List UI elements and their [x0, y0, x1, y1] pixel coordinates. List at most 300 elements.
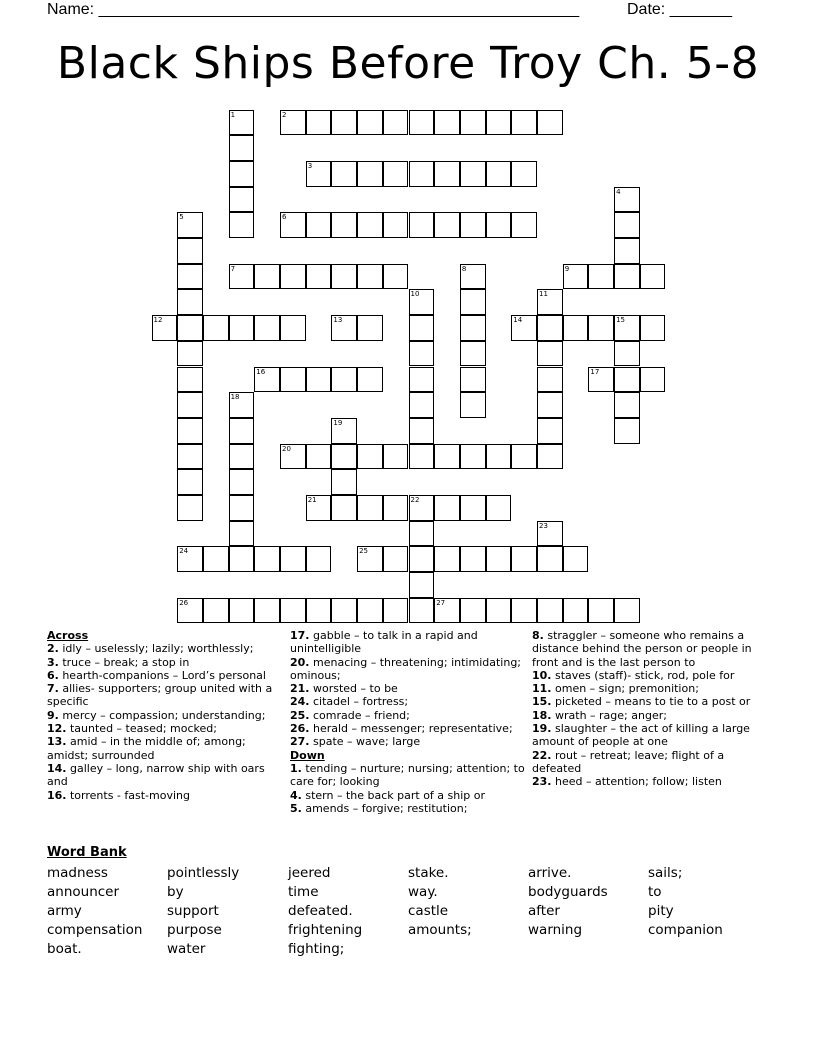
word-bank-word: pity	[648, 903, 674, 919]
clue-text: straggler – someone who remains a distance behind the person or people in front and is the last person to	[532, 629, 752, 669]
grid-cell[interactable]	[383, 212, 409, 238]
word-bank-word: madness	[47, 865, 108, 881]
grid-cell[interactable]	[460, 161, 486, 187]
grid-cell[interactable]	[640, 315, 666, 341]
clue-number: 19.	[532, 722, 552, 736]
grid-cell[interactable]	[460, 110, 486, 136]
grid-cell[interactable]	[229, 264, 255, 290]
clue-item	[532, 629, 772, 669]
grid-cell[interactable]	[331, 598, 357, 624]
grid-cell[interactable]	[486, 598, 512, 624]
grid-cell[interactable]	[229, 392, 255, 418]
word-bank	[47, 864, 767, 964]
grid-cell[interactable]	[357, 495, 383, 521]
grid-cell[interactable]	[460, 546, 486, 572]
clue-item	[532, 695, 772, 708]
clue-item	[290, 762, 526, 789]
grid-cell[interactable]	[434, 110, 460, 136]
grid-cell[interactable]	[177, 444, 203, 470]
grid-cell[interactable]	[306, 161, 332, 187]
grid-cell[interactable]	[434, 546, 460, 572]
word-bank-word: pointlessly	[167, 865, 240, 881]
clue-item	[47, 789, 282, 802]
grid-cell[interactable]	[537, 418, 563, 444]
word-bank-word: to	[648, 884, 662, 900]
clue-number: 10.	[532, 668, 552, 682]
clue-text: taunted – teased; mocked;	[66, 722, 217, 736]
grid-cell[interactable]	[537, 315, 563, 341]
word-bank-word: after	[528, 903, 560, 919]
grid-cell[interactable]	[229, 546, 255, 572]
grid-cell[interactable]	[229, 521, 255, 547]
clue-number: 15	[616, 316, 626, 325]
grid-cell[interactable]	[357, 598, 383, 624]
clue-number: 26.	[290, 722, 310, 736]
clue-number: 21	[307, 496, 317, 504]
grid-cell[interactable]	[486, 546, 512, 572]
clue-text: mercy – compassion; understanding;	[58, 708, 266, 722]
grid-cell[interactable]	[331, 444, 357, 470]
clue-item	[532, 749, 772, 776]
grid-cell[interactable]	[306, 495, 332, 521]
grid-cell[interactable]	[409, 418, 435, 444]
clue-text: amends – forgive; restitution;	[301, 801, 468, 815]
grid-cell[interactable]	[460, 212, 486, 238]
grid-cell[interactable]	[614, 315, 640, 341]
word-bank-word: water	[167, 941, 206, 957]
word-bank-word: frightening	[288, 922, 363, 938]
grid-cell[interactable]	[306, 212, 332, 238]
grid-cell[interactable]	[614, 238, 640, 264]
clue-number: 4	[616, 187, 621, 196]
clue-number: 25.	[290, 708, 310, 722]
grid-cell[interactable]	[588, 315, 614, 341]
clue-number: 9	[564, 264, 570, 273]
grid-cell[interactable]	[357, 315, 383, 341]
word-bank-word: announcer	[47, 884, 120, 900]
clue-number: 27	[436, 598, 446, 607]
grid-cell[interactable]	[460, 598, 486, 624]
clue-item	[290, 802, 526, 815]
clue-text: citadel – fortress;	[309, 695, 409, 709]
grid-cell[interactable]	[409, 341, 435, 367]
grid-cell[interactable]	[511, 598, 537, 624]
clue-number: 12.	[47, 722, 67, 736]
grid-cell[interactable]	[614, 341, 640, 367]
grid-cell[interactable]	[460, 392, 486, 418]
grid-cell[interactable]	[614, 264, 640, 290]
clues-column-middle	[290, 629, 526, 815]
grid-cell[interactable]	[537, 110, 563, 136]
grid-cell[interactable]	[280, 212, 306, 238]
date-label: Date: _______	[627, 1, 732, 18]
grid-cell[interactable]	[177, 418, 203, 444]
grid-cell[interactable]	[229, 469, 255, 495]
word-bank-word: warning	[528, 922, 583, 938]
clue-number: 11	[539, 290, 548, 299]
grid-cell[interactable]	[537, 289, 563, 315]
grid-cell[interactable]	[357, 161, 383, 187]
grid-cell[interactable]	[306, 110, 332, 136]
grid-cell[interactable]	[280, 367, 306, 393]
clue-item	[290, 722, 526, 735]
clue-item	[47, 709, 282, 722]
grid-cell[interactable]	[383, 546, 409, 572]
grid-cell[interactable]	[229, 598, 255, 624]
grid-cell[interactable]	[357, 264, 383, 290]
clue-text: herald – messenger; representative;	[309, 722, 513, 736]
grid-cell[interactable]	[460, 495, 486, 521]
grid-cell[interactable]	[203, 546, 229, 572]
clue-number: 23.	[532, 775, 552, 789]
grid-cell[interactable]	[177, 495, 203, 521]
clue-item	[532, 669, 772, 682]
clue-number: 11.	[532, 682, 552, 696]
word-bank-word: compensation	[47, 922, 143, 938]
word-bank-word: fighting;	[288, 941, 345, 957]
grid-cell[interactable]	[537, 367, 563, 393]
grid-cell[interactable]	[409, 598, 435, 624]
clue-number: 13	[333, 316, 343, 325]
word-bank-word: by	[167, 884, 184, 900]
clue-text: comrade – friend;	[309, 708, 410, 722]
clue-number: 9.	[47, 708, 59, 722]
clue-item	[290, 695, 526, 708]
grid-cell[interactable]	[409, 289, 435, 315]
grid-cell[interactable]	[383, 161, 409, 187]
grid-cell[interactable]	[331, 495, 357, 521]
grid-cell[interactable]	[409, 212, 435, 238]
grid-cell[interactable]	[306, 367, 332, 393]
clue-number: 22	[410, 496, 420, 504]
word-bank-word: jeered	[288, 865, 331, 881]
grid-cell[interactable]	[203, 315, 229, 341]
grid-cell[interactable]	[229, 135, 255, 161]
clue-item	[290, 789, 526, 802]
clue-number: 21.	[290, 682, 310, 696]
grid-cell[interactable]	[537, 341, 563, 367]
clue-number: 22.	[532, 748, 552, 762]
grid-cell[interactable]	[177, 238, 203, 264]
grid-cell[interactable]	[434, 161, 460, 187]
clue-item	[47, 735, 282, 762]
grid-cell[interactable]	[409, 367, 435, 393]
grid-cell[interactable]	[331, 367, 357, 393]
grid-cell[interactable]	[460, 444, 486, 470]
grid-cell[interactable]	[511, 110, 537, 136]
clue-number: 8.	[532, 629, 544, 642]
clue-number: 25	[359, 547, 369, 556]
grid-cell[interactable]	[537, 521, 563, 547]
grid-cell[interactable]	[177, 367, 203, 393]
grid-cell[interactable]	[177, 289, 203, 315]
clue-text: galley – long, narrow ship with oars and	[47, 761, 265, 789]
grid-cell[interactable]	[280, 110, 306, 136]
grid-cell[interactable]	[460, 289, 486, 315]
word-bank-word: purpose	[167, 922, 222, 938]
grid-cell[interactable]	[537, 546, 563, 572]
grid-cell[interactable]	[383, 444, 409, 470]
grid-cell[interactable]	[614, 392, 640, 418]
grid-cell[interactable]	[357, 367, 383, 393]
grid-cell[interactable]	[409, 110, 435, 136]
grid-cell[interactable]	[486, 444, 512, 470]
grid-cell[interactable]	[306, 598, 332, 624]
clue-number: 13.	[47, 735, 67, 749]
clue-number: 27.	[290, 735, 310, 749]
grid-cell[interactable]	[640, 264, 666, 290]
grid-cell[interactable]	[486, 212, 512, 238]
clue-number: 19	[333, 418, 343, 427]
grid-cell[interactable]	[434, 444, 460, 470]
clue-text: amid – in the middle of; among; amidst; surrounded	[47, 735, 246, 762]
clue-item	[47, 682, 282, 709]
grid-cell[interactable]	[357, 444, 383, 470]
clue-number: 17	[590, 367, 600, 376]
clue-text: staves (staff)- stick, rod, pole for	[551, 668, 735, 682]
clue-number: 24	[179, 547, 189, 556]
clue-item	[532, 722, 772, 749]
clue-item	[290, 682, 526, 695]
clue-number: 6.	[47, 668, 59, 682]
clue-text: heed – attention; follow; listen	[551, 775, 722, 789]
word-bank-word: support	[167, 903, 219, 919]
grid-cell[interactable]	[409, 495, 435, 521]
grid-cell[interactable]	[331, 212, 357, 238]
clue-number: 3	[307, 161, 313, 170]
grid-cell[interactable]	[614, 418, 640, 444]
clue-item	[47, 762, 282, 789]
grid-cell[interactable]	[640, 367, 666, 393]
clue-number: 14.	[47, 761, 67, 775]
word-bank-word: arrive.	[528, 865, 572, 881]
grid-cell[interactable]	[306, 444, 332, 470]
clue-number: 7	[230, 264, 236, 273]
grid-cell[interactable]	[177, 341, 203, 367]
grid-cell[interactable]	[588, 598, 614, 624]
grid-cell[interactable]	[229, 212, 255, 238]
clue-number: 6	[282, 213, 287, 222]
grid-cell[interactable]	[331, 161, 357, 187]
clue-text: rout – retreat; leave; flight of a defeated	[532, 748, 725, 775]
across-clue-list	[290, 629, 526, 749]
grid-cell[interactable]	[486, 161, 512, 187]
grid-cell[interactable]	[229, 315, 255, 341]
grid-cell[interactable]	[177, 392, 203, 418]
clue-number: 26	[179, 598, 189, 607]
clue-number: 5.	[290, 801, 302, 815]
word-bank-word: companion	[648, 922, 723, 938]
grid-cell[interactable]	[177, 264, 203, 290]
grid-cell[interactable]	[280, 315, 306, 341]
grid-cell[interactable]	[537, 598, 563, 624]
clue-number: 18.	[532, 708, 552, 722]
clue-item	[47, 669, 282, 682]
clue-number: 8	[461, 264, 467, 273]
grid-cell[interactable]	[511, 444, 537, 470]
clue-item	[532, 709, 772, 722]
clue-text: omen – sign; premonition;	[551, 682, 699, 696]
grid-cell[interactable]	[280, 598, 306, 624]
grid-cell[interactable]	[460, 264, 486, 290]
grid-cell[interactable]	[486, 495, 512, 521]
word-bank-word: castle	[408, 903, 449, 919]
word-bank-heading: Word Bank	[47, 845, 127, 860]
grid-cell[interactable]	[383, 264, 409, 290]
grid-cell[interactable]	[563, 315, 589, 341]
grid-cell[interactable]	[563, 264, 589, 290]
grid-cell[interactable]	[537, 392, 563, 418]
grid-cell[interactable]	[229, 161, 255, 187]
grid-cell[interactable]	[229, 110, 255, 136]
word-bank-word: sails;	[648, 865, 683, 881]
clue-item	[290, 629, 526, 656]
clue-number: 2	[282, 110, 287, 119]
clue-item	[47, 642, 282, 655]
grid-cell[interactable]	[254, 546, 280, 572]
clue-number: 12	[153, 316, 163, 325]
clue-number: 17.	[290, 629, 310, 642]
grid-cell[interactable]	[409, 546, 435, 572]
grid-cell[interactable]	[357, 110, 383, 136]
grid-cell[interactable]	[409, 444, 435, 470]
grid-cell[interactable]	[306, 546, 332, 572]
word-bank-word: defeated.	[288, 903, 353, 919]
grid-cell[interactable]	[229, 495, 255, 521]
clue-item	[532, 775, 772, 788]
grid-cell[interactable]	[331, 315, 357, 341]
clue-item	[290, 656, 526, 683]
grid-cell[interactable]	[254, 264, 280, 290]
grid-cell[interactable]	[537, 444, 563, 470]
grid-cell[interactable]	[434, 495, 460, 521]
grid-cell[interactable]	[588, 367, 614, 393]
grid-cell[interactable]	[614, 187, 640, 213]
grid-cell[interactable]	[409, 572, 435, 598]
clue-number: 1	[230, 110, 236, 119]
clue-number: 18	[230, 393, 240, 402]
grid-cell[interactable]	[254, 598, 280, 624]
grid-cell[interactable]	[434, 598, 460, 624]
clue-number: 20.	[290, 655, 310, 669]
down-clue-list	[290, 762, 526, 815]
clue-number: 16.	[47, 788, 67, 802]
grid-cell[interactable]	[177, 212, 203, 238]
grid-cell[interactable]	[177, 315, 203, 341]
grid-cell[interactable]	[280, 546, 306, 572]
grid-cell[interactable]	[383, 598, 409, 624]
grid-cell[interactable]	[152, 315, 178, 341]
clues-column-left	[47, 629, 282, 802]
grid-cell[interactable]	[254, 315, 280, 341]
name-label: Name: ______________________________________________________	[47, 1, 580, 18]
clues-column-right	[532, 629, 772, 789]
down-heading: Down	[290, 748, 325, 762]
grid-cell[interactable]	[383, 110, 409, 136]
grid-cell[interactable]	[357, 212, 383, 238]
grid-cell[interactable]	[357, 546, 383, 572]
clue-item	[290, 735, 526, 748]
clue-text: hearth-companions – Lord’s personal	[58, 668, 266, 682]
grid-cell[interactable]	[331, 264, 357, 290]
grid-cell[interactable]	[511, 212, 537, 238]
word-bank-word: stake.	[408, 865, 449, 881]
grid-cell[interactable]	[460, 315, 486, 341]
clue-number: 4.	[290, 788, 302, 802]
clue-number: 2.	[47, 642, 59, 656]
grid-cell[interactable]	[460, 341, 486, 367]
grid-cell[interactable]	[511, 546, 537, 572]
grid-cell[interactable]	[409, 521, 435, 547]
grid-cell[interactable]	[383, 495, 409, 521]
grid-cell[interactable]	[203, 598, 229, 624]
clue-text: spate – wave; large	[309, 735, 421, 749]
grid-cell[interactable]	[409, 315, 435, 341]
grid-cell[interactable]	[486, 110, 512, 136]
grid-cell[interactable]	[254, 367, 280, 393]
grid-cell[interactable]	[177, 469, 203, 495]
clue-number: 10	[410, 290, 420, 299]
grid-cell[interactable]	[229, 444, 255, 470]
grid-cell[interactable]	[331, 469, 357, 495]
clue-number: 15.	[532, 695, 552, 709]
grid-cell[interactable]	[280, 444, 306, 470]
grid-cell[interactable]	[280, 264, 306, 290]
grid-cell[interactable]	[409, 392, 435, 418]
clue-text: allies- supporters; group united with a specific	[47, 682, 273, 709]
down-clue-list	[532, 629, 772, 789]
grid-cell[interactable]	[614, 212, 640, 238]
grid-cell[interactable]	[331, 418, 357, 444]
grid-cell[interactable]	[588, 264, 614, 290]
grid-cell[interactable]	[229, 187, 255, 213]
grid-cell[interactable]	[563, 598, 589, 624]
grid-cell[interactable]	[177, 598, 203, 624]
clue-text: slaughter – the act of killing a large amount of people at one	[532, 722, 750, 749]
clue-number: 1.	[290, 761, 302, 775]
clue-number: 16	[256, 367, 266, 376]
grid-cell[interactable]	[460, 367, 486, 393]
grid-cell[interactable]	[511, 161, 537, 187]
grid-cell[interactable]	[511, 315, 537, 341]
grid-cell[interactable]	[614, 367, 640, 393]
clue-text: truce – break; a stop in	[58, 655, 190, 669]
word-bank-word: boat.	[47, 941, 82, 957]
grid-cell[interactable]	[331, 110, 357, 136]
word-bank-word: way.	[408, 884, 438, 900]
clue-item	[290, 709, 526, 722]
page-title: Black Ships Before Troy Ch. 5-8	[56, 38, 760, 89]
clue-number: 5	[179, 213, 184, 222]
grid-cell[interactable]	[229, 418, 255, 444]
word-bank-word: army	[47, 903, 82, 919]
grid-cell[interactable]	[614, 598, 640, 624]
grid-cell[interactable]	[306, 264, 332, 290]
clue-number: 3.	[47, 655, 59, 669]
grid-cell[interactable]	[409, 161, 435, 187]
clue-number: 23	[539, 521, 548, 530]
clue-number: 24.	[290, 695, 310, 709]
clue-item	[532, 682, 772, 695]
word-bank-word: time	[288, 884, 319, 900]
word-bank-word: amounts;	[408, 922, 472, 938]
clue-text: stern – the back part of a ship or	[301, 788, 486, 802]
grid-cell[interactable]	[563, 546, 589, 572]
grid-cell[interactable]	[177, 546, 203, 572]
clue-text: torrents - fast-moving	[66, 788, 190, 802]
grid-cell[interactable]	[434, 212, 460, 238]
word-bank-word: bodyguards	[528, 884, 608, 900]
